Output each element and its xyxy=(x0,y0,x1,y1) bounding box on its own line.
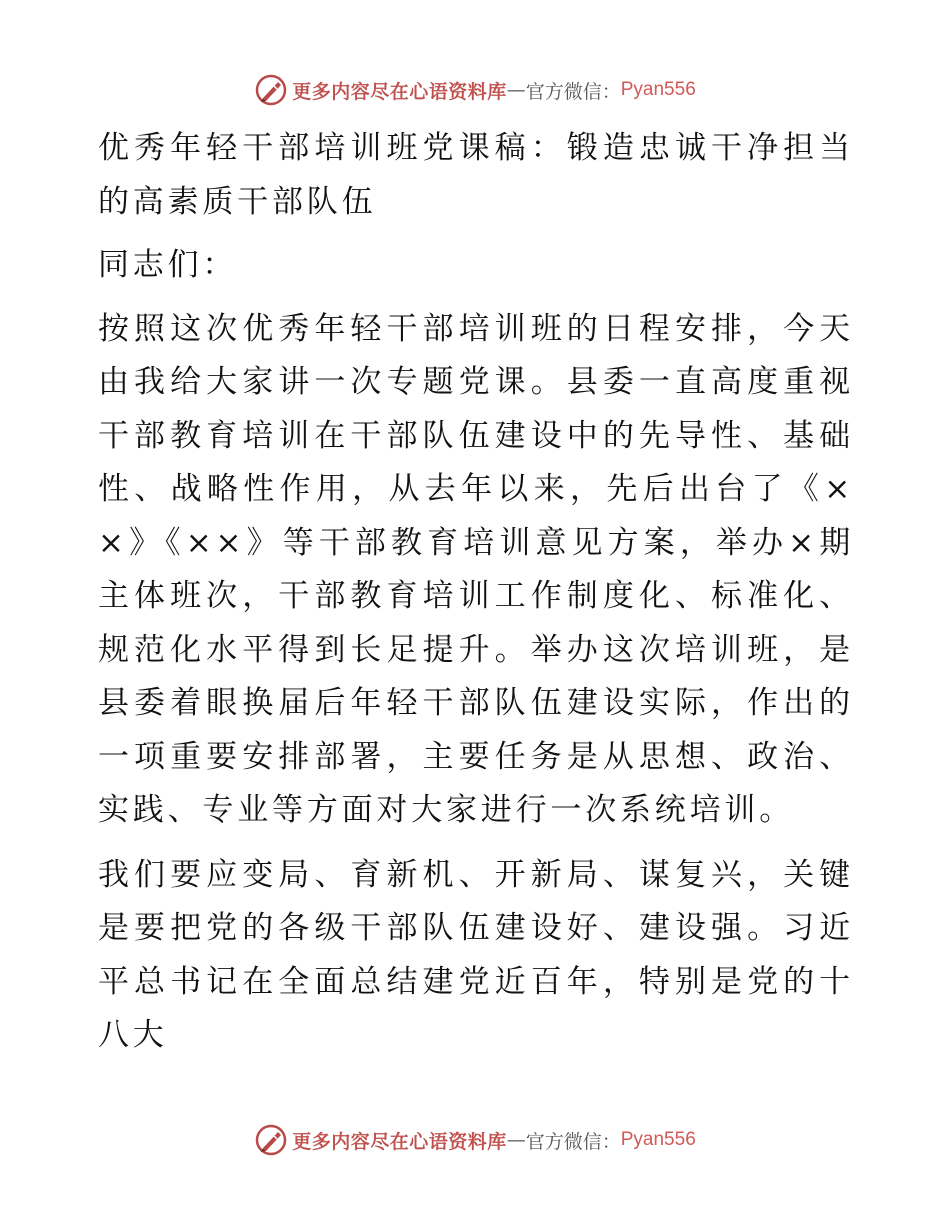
watermark-wechat-id: Pyan556 xyxy=(620,79,696,100)
header-watermark xyxy=(0,70,950,110)
watermark-label: 官方微信： xyxy=(525,1130,621,1153)
watermark-wechat-id: Pyan556 xyxy=(620,1129,696,1150)
paragraph: 我们要应变局、育新机、开新局、谋复兴，关键是要把党的各级干部队伍建设好、建设强。习近平总书记在全面总结建党近百年，特别是党的十八大 xyxy=(98,856,854,1053)
watermark-text: 更多内容尽在心语资料库 xyxy=(292,1130,507,1153)
pen-logo-icon xyxy=(254,1123,288,1157)
watermark-separator: — xyxy=(506,1129,526,1151)
document-title: 优秀年轻干部培训班党课稿：锻造忠诚干净担当的高素质干部队伍 xyxy=(98,130,854,220)
watermark-separator: — xyxy=(506,79,526,101)
greeting: 同志们： xyxy=(98,247,238,283)
document-body xyxy=(98,122,854,1063)
watermark-label: 官方微信： xyxy=(525,80,621,103)
paragraph: 按照这次优秀年轻干部培训班的日程安排，今天由我给大家讲一次专题党课。县委一直高度重视干部教育培训在干部队伍建设中的先导性、基础性、战略性作用，从去年以来，先后出台了《××》《××》等干部教育培训意见方案，举办×期主体班次，干部教育培训工作制度化、标准化、规范化水平得到长足提升。举办这次培训班，是县委着眼换届后年轻干部队伍建设实际，作出的一项重要安排部署，主要任务是从思想、政治、实践、专业等方面对大家进行一次系统培训。 xyxy=(98,310,854,828)
footer-watermark xyxy=(0,1120,950,1160)
watermark-text: 更多内容尽在心语资料库 xyxy=(292,80,507,103)
pen-logo-icon xyxy=(254,73,288,107)
